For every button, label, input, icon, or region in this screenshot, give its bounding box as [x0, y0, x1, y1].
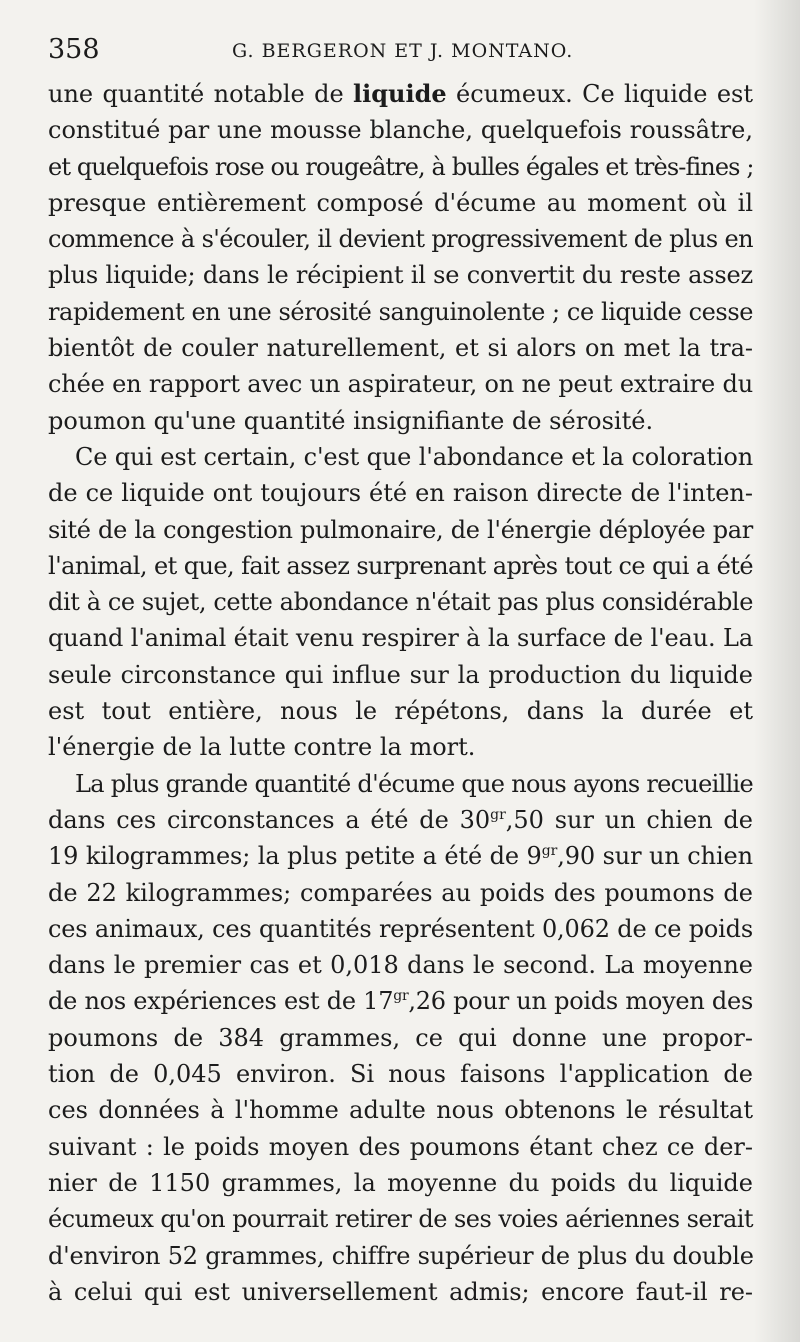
text-line: commence à s'écouler, il devient progressivement de plus en	[48, 225, 753, 254]
text-line: seule circonstance qui influe sur la production du liquide	[48, 660, 753, 689]
text-line: poumon qu'une quantité insignifiante de sérosité.	[48, 406, 654, 435]
text-line: plus liquide; dans le récipient il se convertit du reste assez	[48, 261, 753, 290]
unit-superscript: gr	[490, 806, 506, 823]
text-line: à celui qui est universellement admis; encore faut-il re-	[48, 1277, 753, 1306]
page-header	[48, 34, 753, 74]
text-line: sité de la congestion pulmonaire, de l'énergie déployée par	[48, 515, 753, 544]
text-line: dans le premier cas et 0,018 dans le second. La moyenne	[48, 951, 753, 980]
bold-word: liquide	[353, 79, 447, 108]
text-line: d'environ 52 grammes, chiffre supérieur de plus du double	[48, 1241, 754, 1270]
text-line: ces données à l'homme adulte nous obtenons le résultat	[48, 1096, 753, 1125]
text-line: rapidement en une sérosité sanguinolente ; ce liquide cesse	[48, 297, 753, 326]
text-line: Ce qui est certain, c'est que l'abondance et la coloration	[75, 442, 754, 471]
text-line: l'énergie de la lutte contre la mort.	[48, 733, 476, 762]
text-line: écumeux qu'on pourrait retirer de ses voies aériennes serait	[48, 1205, 754, 1234]
text-line: quand l'animal était venu respirer à la surface de l'eau. La	[48, 624, 753, 653]
text-line: de 22 kilogrammes; comparées au poids des poumons de	[48, 878, 753, 907]
text-line: une quantité notable de liquide écumeux. Ce liquide est	[48, 79, 753, 108]
text-line: La plus grande quantité d'écume que nous ayons recueillie	[75, 769, 753, 798]
unit-superscript: gr	[541, 843, 558, 860]
unit-superscript: gr	[393, 988, 409, 1005]
body-text	[48, 76, 753, 1310]
text-line: 19 kilogrammes; la plus petite a été de $9^{gr},90$ sur un chien	[48, 842, 754, 871]
text-line: presque entièrement composé d'écume au moment où il	[48, 188, 753, 217]
running-head: G. BERGERON ET J. MONTANO.	[232, 40, 574, 62]
text-line: l'animal, et que, fait assez surprenant après tout ce qui a été	[48, 551, 753, 580]
text-line: tion de 0,045 environ. Si nous faisons l'application de	[48, 1060, 753, 1089]
text-line: chée en rapport avec un aspirateur, on ne peut extraire du	[48, 370, 753, 399]
text-line: et quelquefois rose ou rougeâtre, à bulles égales et très-fines ;	[48, 152, 754, 181]
bleed-through-shadow	[754, 0, 800, 1342]
text-line: dit à ce sujet, cette abondance n'était pas plus considérable	[48, 588, 753, 617]
text-line: suivant : le poids moyen des poumons étant chez ce der-	[48, 1132, 753, 1161]
text-line: de nos expériences est de $17^{gr},26$ pour un poids moyen des	[48, 987, 754, 1016]
text-line: poumons de 384 grammes, ce qui donne une propor-	[48, 1023, 753, 1052]
text-line: bientôt de couler naturellement, et si alors on met la tra-	[48, 334, 753, 363]
text-line: ces animaux, ces quantités représentent 0,062 de ce poids	[48, 914, 753, 943]
text-line: constitué par une mousse blanche, quelquefois roussâtre,	[48, 116, 753, 145]
text-line: est tout entière, nous le répétons, dans la durée et	[48, 697, 753, 726]
page-number: 358	[48, 34, 100, 65]
text-line: de ce liquide ont toujours été en raison directe de l'inten-	[48, 479, 753, 508]
text-line: nier de 1150 grammes, la moyenne du poids du liquide	[48, 1168, 753, 1197]
text-line: dans ces circonstances a été de $30^{gr},50$ sur un chien de	[48, 805, 753, 834]
